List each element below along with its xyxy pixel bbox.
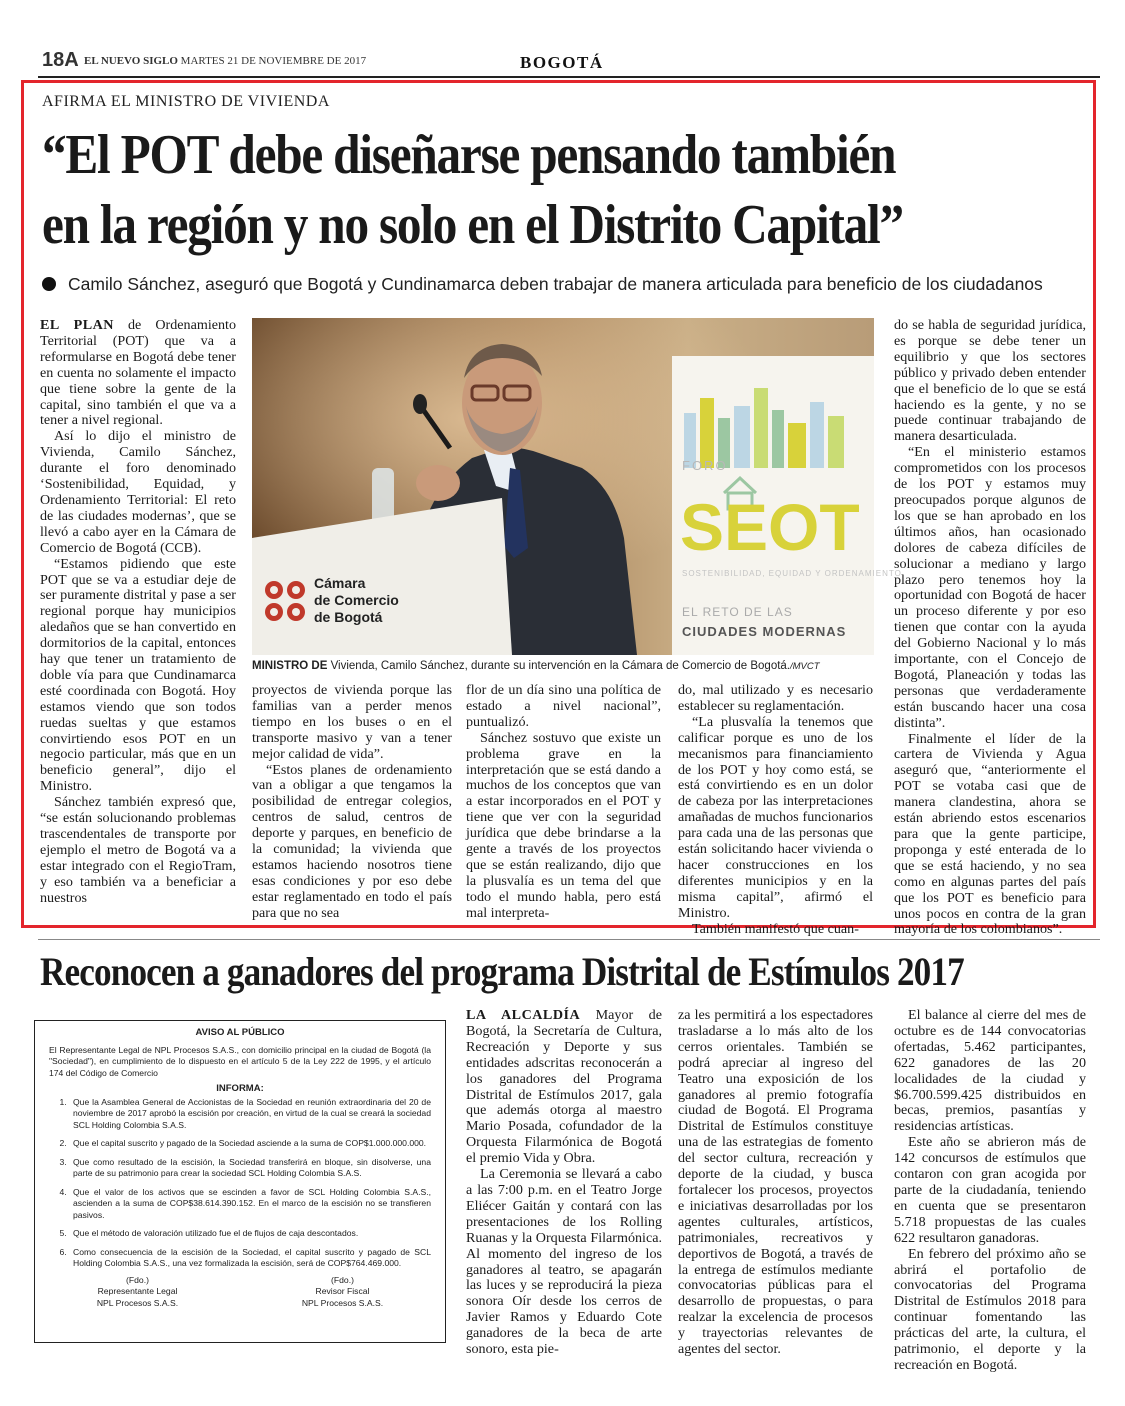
article-headline — [42, 120, 966, 260]
sign-ciudades: CIUDADES MODERNAS — [682, 624, 847, 639]
headline-line-2: en la región y no solo en el Distrito Capital” — [42, 194, 903, 256]
signature-right — [302, 1275, 383, 1310]
signature-line: (Fdo.) — [331, 1274, 354, 1285]
sign-seot: SEOT — [680, 490, 860, 564]
lead-in: LA ALCALDÍA — [466, 1007, 581, 1023]
paragraph: Finalmente el líder de la cartera de Vivienda y Agua aseguró que, “anteriormente el POT se votaba casi que de manera clandestina, ahora se están abriendo estos escenarios para que la gente participe, proponga y esté enterada de lo que se está haciendo, y no sea como en algunas partes del país que los POT es beneficio para unos pocos en contra de la gran mayoría de los colombianos”. — [894, 730, 1086, 938]
caption-text: Vivienda, Camilo Sánchez, durante su intervención en la Cámara de Comercio de Bogotá. — [327, 660, 790, 672]
notice-item: 6. Como consecuencia de la escisión de la Sociedad, el capital suscrito y pagado de SCL Holding Colombia S.A.S., una vez formalizada la escisión, será de COP$764.469.000. — [69, 1247, 431, 1270]
signature-line: Revisor Fiscal — [315, 1286, 370, 1296]
signature-line: Representante Legal — [97, 1286, 178, 1296]
legal-notice-box — [34, 1020, 446, 1343]
paragraph: do se habla de seguridad jurídica, es porque se debe tener un equilibrio y que los sectores público y privado deben entender que el beneficio de lo que se está haciendo es la gente, y no se puede continuar trabajando de manera desarticulada. — [894, 317, 1086, 445]
signature-line: NPL Procesos S.A.S. — [96, 1297, 179, 1308]
section-divider — [38, 939, 1100, 940]
paragraph-text: Mayor de Bogotá, la Secretaría de Cultura, Recreación y Deporte y sus entidades adscritas reconocerán a los ganadores del Programa Distrital de Estímulos 2017, gala que además otorga al maestro Mario Posada, cofundador de la Orquesta Filarmónica de Bogotá el premio Vida y Obra. — [466, 1007, 662, 1167]
sign-reto: EL RETO DE LAS — [682, 605, 793, 619]
paragraph: flor de un día sino una política de estado a nivel nacional”, puntualizó. — [466, 682, 661, 730]
article-column-3 — [466, 683, 661, 921]
paragraph — [466, 1008, 662, 1167]
signature-left — [97, 1275, 178, 1310]
paragraph: Sánchez sostuvo que existe un problema grave en la interpretación que se está dando a muchos de los conceptos que van a estar incorporados en el POT y tiene que ver con la seguridad jurídica que debe brindarse a la gente a través de los proyectos que se están realizando, dijo que la plusvalía es un tema del que todo el mundo habla, pero está mal interpreta- — [466, 729, 661, 921]
article-subhead: Camilo Sánchez, aseguró que Bogotá y Cundinamarca deben trabajar de manera articulada para beneficio de los ciudadanos — [68, 274, 1043, 294]
page-number: 18A — [42, 49, 79, 71]
paragraph: La Ceremonia se llevará a cabo a las 7:00 p.m. en el Teatro Jorge Eliécer Gaitán y contará con las presentaciones de los Rolling Ruanas y la Orquesta Filarmónica. Al momento del ingreso de los ganadores al teatro, se apagarán las luces y se reproducirá la pieza sonora Oír desde los cerros de Javier Ramos y Eduardo Cote ganadores de la beca de arte sonoro, esta pie- — [466, 1166, 662, 1358]
masthead-date: MARTES 21 DE NOVIEMBRE DE 2017 — [180, 55, 367, 67]
paragraph: “La plusvalía la tenemos que calificar porque es uno de los mecanismos para financiamiento de los POT y hoy como está, se está convirtiendo es en un dolor de cabeza por las interpretaciones amañadas de muchos funcionarios para cada una de las personas que están solicitando hacer vivienda o hacer construcciones en los diferentes municipios y en la misma capital”, afirmó el Ministro. — [678, 713, 873, 921]
article-2-column-3 — [894, 1007, 1086, 1373]
header-rule — [38, 76, 1100, 78]
headline-line-1: “El POT debe diseñarse pensando también — [42, 124, 896, 186]
article-2-column-1 — [466, 1007, 662, 1358]
article-2-column-2 — [678, 1007, 873, 1358]
notice-intro: El Representante Legal de NPL Procesos S.A.S., con domicilio principal en la ciudad de Bogotá (la "Sociedad"), en cumplimiento de lo dispuesto en el artículo 5 de la Ley 222 de 1995, y el artículo 174 del Código de Comercio — [49, 1044, 431, 1078]
sign-subtitle: SOSTENIBILIDAD, EQUIDAD Y ORDENAMIENTO — [682, 569, 902, 578]
notice-informa: INFORMA: — [216, 1083, 264, 1094]
notice-title: AVISO AL PÚBLICO — [195, 1027, 285, 1038]
notice-item: 5. Que el método de valoración utilizado fue el de flujos de caja descontados. — [69, 1228, 431, 1240]
paragraph: “Estos planes de ordenamiento van a obligar a que tengamos la posibilidad de entregar colegios, centros de salud, centros de deporte y parques, en beneficio de la comunidad; la vivienda que estamos haciendo nosotros tiene esas condiciones y por eso debe estar reglamentado en todo el país para que no sea — [252, 761, 452, 921]
section-title: BOGOTÁ — [520, 53, 604, 72]
masthead-name: EL NUEVO SIGLO — [84, 55, 178, 67]
podium-line-3: de Bogotá — [314, 609, 383, 625]
paragraph: “Estamos pidiendo que este POT que se va a estudiar deje de ser puramente distrital y pase a ser regional porque hay municipios aledaños que se han convertido en dormitorios de la capital, entonces hay que tener un tratamiento de doble vía para que Cundinamarca esté coordinada con Bogotá. Hoy estamos viendo que son todos ruedas sueltas y que estamos convirtiendo esos POT en un negocio particular, más que en un beneficio general”, dijo el Ministro. — [40, 555, 236, 795]
article-column-4 — [678, 682, 873, 937]
paragraph — [40, 318, 236, 429]
paragraph: También manifestó que cuan- — [692, 920, 859, 937]
paragraph: Este año se abrieron más de 142 concursos de estímulos que contaron con gran acogida por parte de la ciudadanía, teniendo en cuenta que se presentaron 5.718 propuestas de las cuales 622 resultaron ganadoras. — [894, 1134, 1086, 1246]
photo-illustration — [252, 318, 902, 655]
article-photo — [252, 318, 902, 655]
sign-foro: FORO — [682, 458, 728, 473]
paragraph: En febrero del próximo año se abrirá el portafolio de convocatorias del Programa Distrital de Estímulos 2018 para continuar fomentando las prácticas del arte, la cultura, el patrimonio, el deporte y la recreación en Bogotá. — [894, 1245, 1086, 1373]
paragraph: Así lo dijo el ministro de Vivienda, Camilo Sánchez, durante el foro denominado ‘Sostenibilidad, Equidad, y Ordenamiento Territorial: El reto de las ciudades modernas’, que se llevó a cabo ayer en la Cámara de Comercio de Bogotá (CCB). — [40, 428, 236, 556]
paragraph: Sánchez también expresó que, “se están solucionando problemas trascendentales de transporte por ejemplo el metro de Bogotá va a estar integrado con el RegioTram, y eso también va a beneficiar a nuestros — [40, 794, 236, 906]
article-column-5 — [894, 317, 1086, 938]
photo-caption — [252, 660, 874, 672]
paragraph: do, mal utilizado y es necesario establecer su reglamentación. — [678, 682, 873, 714]
article-kicker: AFIRMA EL MINISTRO DE VIVIENDA — [42, 93, 330, 110]
paragraph-text: de Ordenamiento Territorial (POT) que va a reformularse en Bogotá debe tener en cuenta no solamente el impacto que tiene sobre la gente de la capital, sino también el que va a tener a nivel regional. — [40, 317, 236, 429]
article-column-2 — [252, 683, 452, 921]
paragraph: “En el ministerio estamos comprometidos con los procesos de los POT y estamos muy preocupados porque algunos de los que se han aprobado en los últimos años, han ocasionado dolores de cabeza difíciles de solucionar a mediano y largo plazo pero tenemos hoy la oportunidad con Bogotá de hacer un proceso diferente y por eso tienen que contar con la ayuda del Gobierno Nacional y lo más importante, con el Concejo de Bogotá, Planeación y todas las personas que verdaderamente están buscando hacer una cosa distinta”. — [894, 444, 1086, 731]
notice-list — [47, 1097, 431, 1270]
notice-item: 2. Que el capital suscrito y pagado de la Sociedad asciende a la suma de COP$1.000.000.000. — [69, 1138, 431, 1150]
masthead — [84, 55, 366, 67]
podium-line-1: Cámara — [314, 575, 366, 591]
article-column-1 — [40, 318, 236, 922]
paragraph: proyectos de vivienda porque las familias van a perder menos tiempo en los buses o en el transporte masivo y van a tener mejor calidad de vida”. — [252, 682, 452, 762]
photo-credit: /MVCT — [790, 661, 820, 672]
notice-item: 4. Que el valor de los activos que se escinden a favor de SCL Holding Colombia S.A.S., ascienden a la suma de COP$38.614.390.152. En el marco de la escisión no se transfieren pasivos. — [69, 1187, 431, 1222]
podium-line-2: de Comercio — [314, 592, 399, 608]
lead-in: EL PLAN — [40, 317, 114, 333]
notice-item: 1. Que la Asamblea General de Accionistas de la Sociedad en reunión extraordinaria del 20 de noviembre de 2017 aprobó la escisión por creación, en virtud de la cual se creará la sociedad SCL Holding Colombia S.A.S. — [69, 1097, 431, 1132]
bullet-icon — [42, 277, 56, 291]
paragraph: El balance al cierre del mes de octubre es de 144 convocatorias ofertadas, 5.462 participantes, 622 ganadores de las 20 localidades de la ciudad y $6.700.599.425 distribuidos en becas, premios, pasantías y residencias artísticas. — [894, 1007, 1086, 1135]
paragraph: za les permitirá a los espectadores trasladarse a lo más alto de los cerros orientales. También se podrá apreciar al ingreso del Teatro una exposición de los ganadores al premio fotografía ciudad de Bogotá. El Programa Distrital de Estímulos constituye una de las estrategias de fomento del sector cultura, recreación y deporte de la ciudad, y busca fortalecer los procesos, proyectos e iniciativas desarrolladas por los agentes culturales, artísticos, patrimoniales, recreativos y deportivos de Bogotá, a través de la entrega de estímulos mediante convocatorias públicas para el desarrollo de propuestas, o para realzar la excelencia de procesos y trayectorias relevantes de agentes del sector. — [678, 1007, 873, 1358]
article-2-headline: Reconocen a ganadores del programa Distrital de Estímulos 2017 — [40, 949, 964, 994]
signature-line: NPL Procesos S.A.S. — [301, 1297, 384, 1308]
notice-signatures — [35, 1275, 445, 1310]
signature-line: (Fdo.) — [126, 1274, 149, 1285]
caption-lead: MINISTRO DE — [252, 660, 328, 672]
notice-item: 3. Que como resultado de la escisión, la Sociedad transferirá en bloque, sin disolverse, una parte de su patrimonio para crear la sociedad SCL Holding Colombia S.A.S. — [69, 1157, 431, 1180]
